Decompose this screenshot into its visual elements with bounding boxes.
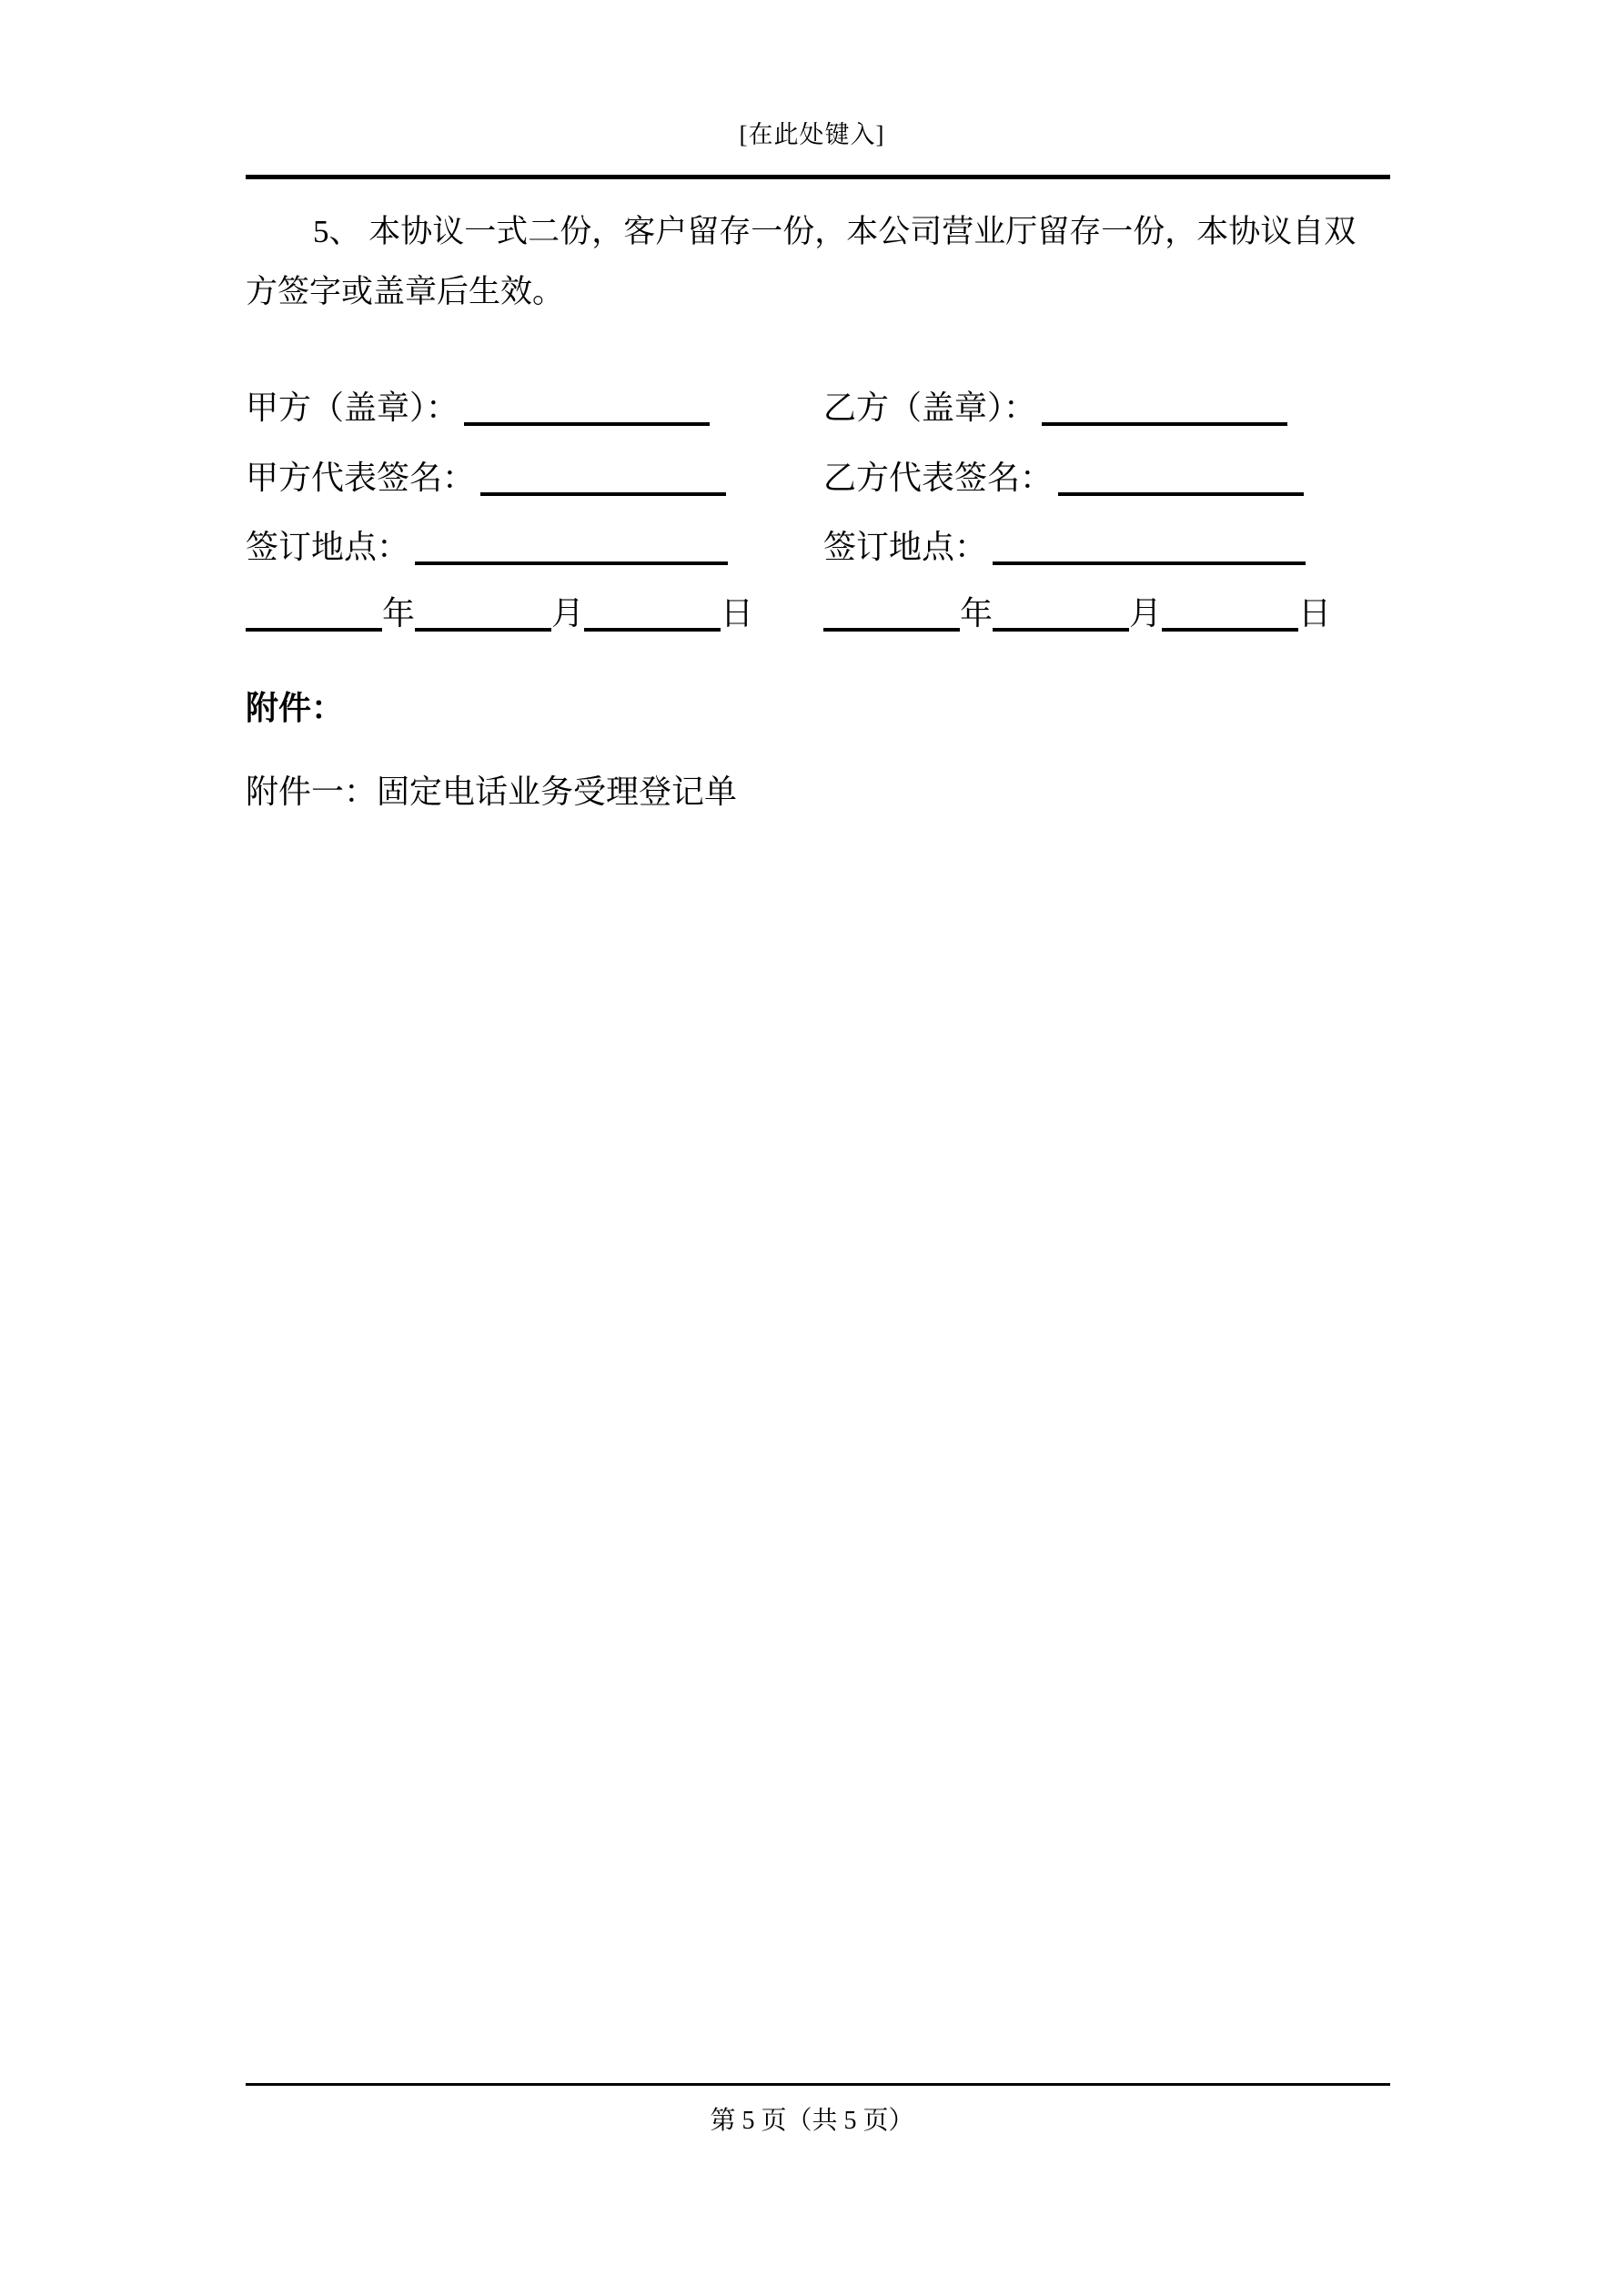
footer-rule: [246, 2083, 1390, 2086]
year-label: 年: [382, 595, 416, 632]
attachments-heading: 附件：: [246, 690, 345, 726]
representative-signature-row: [246, 452, 1304, 499]
header-rule: [246, 175, 1390, 179]
page-number: 第 5 页（共 5 页）: [710, 2107, 914, 2135]
location-a-label: 签订地点：: [246, 529, 410, 565]
party-a-seal-cell: [246, 382, 823, 429]
date-blank: [584, 628, 721, 632]
date-a-group: [246, 588, 823, 634]
date-blank: [246, 628, 382, 632]
party-b-seal-label: 乙方（盖章）：: [823, 389, 1037, 426]
party-a-rep-label: 甲方代表签名：: [246, 460, 476, 496]
party-a-rep-blank: [480, 492, 726, 496]
party-a-seal-label: 甲方（盖章）：: [246, 389, 459, 426]
signing-location-row: [246, 521, 1306, 568]
clause-5-paragraph: [246, 202, 1392, 322]
location-a-cell: [246, 521, 823, 568]
seal-row: [246, 382, 1287, 429]
party-b-seal-blank: [1042, 422, 1287, 426]
date-blank: [993, 628, 1129, 632]
date-row: [246, 588, 1331, 634]
header-type-here-placeholder[interactable]: [在此处键入]: [739, 121, 885, 148]
attachment-item-1: 附件一：固定电话业务受理登记单: [246, 774, 738, 810]
location-a-blank: [415, 561, 728, 565]
party-a-rep-cell: [246, 452, 823, 499]
month-label: 月: [551, 595, 585, 632]
date-blank: [1162, 628, 1298, 632]
paragraph-line-1: 5、 本协议一式二份，客户留存一份，本公司营业厅留存一份，本协议自双: [313, 214, 1357, 249]
year-label: 年: [960, 595, 994, 632]
day-label: 日: [1298, 595, 1332, 632]
party-b-rep-label: 乙方代表签名：: [823, 460, 1054, 496]
party-a-seal-blank: [464, 422, 710, 426]
location-b-label: 签订地点：: [823, 529, 988, 565]
paragraph-line-2: 方签字或盖章后生效。: [246, 274, 565, 309]
date-blank: [823, 628, 960, 632]
month-label: 月: [1129, 595, 1163, 632]
party-b-rep-blank: [1058, 492, 1304, 496]
location-b-blank: [993, 561, 1306, 565]
date-blank: [415, 628, 551, 632]
day-label: 日: [721, 595, 754, 632]
